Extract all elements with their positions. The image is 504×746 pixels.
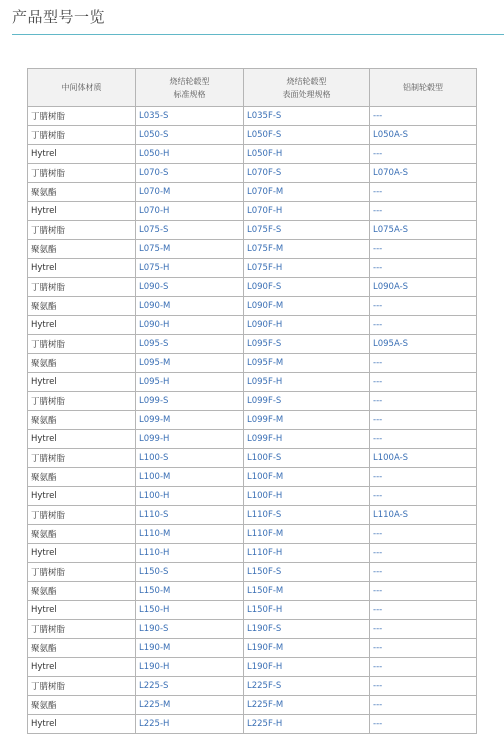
aluminum-model-cell: ---: [370, 544, 477, 563]
material-cell: 聚氨酯: [28, 183, 136, 202]
standard-model-link[interactable]: L225-M: [136, 696, 244, 715]
standard-model-link[interactable]: L070-M: [136, 183, 244, 202]
material-cell: 聚氨酯: [28, 468, 136, 487]
surface-model-link[interactable]: L099F-M: [244, 411, 370, 430]
aluminum-model-cell[interactable]: L070A-S: [370, 164, 477, 183]
aluminum-model-cell: ---: [370, 240, 477, 259]
table-header-row: [28, 69, 477, 107]
surface-model-link[interactable]: L095F-M: [244, 354, 370, 373]
table-row: [28, 582, 477, 601]
table-row: [28, 563, 477, 582]
material-cell: Hytrel: [28, 202, 136, 221]
standard-model-link[interactable]: L095-S: [136, 335, 244, 354]
aluminum-model-cell: ---: [370, 183, 477, 202]
table-row: [28, 601, 477, 620]
aluminum-model-cell: ---: [370, 145, 477, 164]
table-row: [28, 278, 477, 297]
table-row: [28, 126, 477, 145]
aluminum-model-cell[interactable]: L075A-S: [370, 221, 477, 240]
table-row: [28, 620, 477, 639]
header-sintered-surface: 烧结轮毂型 表面处理规格: [244, 69, 370, 107]
product-model-table: [27, 68, 477, 734]
aluminum-model-cell: ---: [370, 354, 477, 373]
standard-model-link[interactable]: L150-M: [136, 582, 244, 601]
material-cell: 聚氨酯: [28, 297, 136, 316]
material-cell: 聚氨酯: [28, 525, 136, 544]
table-row: [28, 468, 477, 487]
standard-model-link[interactable]: L100-H: [136, 487, 244, 506]
table-row: [28, 658, 477, 677]
surface-model-link[interactable]: L100F-M: [244, 468, 370, 487]
standard-model-link[interactable]: L075-H: [136, 259, 244, 278]
table-row: [28, 487, 477, 506]
surface-model-link[interactable]: L150F-S: [244, 563, 370, 582]
header-aluminum: 铝制轮毂型: [370, 69, 477, 107]
standard-model-link[interactable]: L099-H: [136, 430, 244, 449]
aluminum-model-cell: ---: [370, 525, 477, 544]
standard-model-link[interactable]: L035-S: [136, 107, 244, 126]
aluminum-model-cell[interactable]: L100A-S: [370, 449, 477, 468]
table-row: [28, 297, 477, 316]
surface-model-link[interactable]: L100F-H: [244, 487, 370, 506]
standard-model-link[interactable]: L110-S: [136, 506, 244, 525]
aluminum-model-cell: ---: [370, 430, 477, 449]
standard-model-link[interactable]: L110-H: [136, 544, 244, 563]
surface-model-link[interactable]: L099F-S: [244, 392, 370, 411]
material-cell: Hytrel: [28, 487, 136, 506]
table-row: [28, 525, 477, 544]
aluminum-model-cell: ---: [370, 392, 477, 411]
surface-model-link[interactable]: L150F-H: [244, 601, 370, 620]
standard-model-link[interactable]: L150-H: [136, 601, 244, 620]
table-row: [28, 392, 477, 411]
table-row: [28, 202, 477, 221]
table-row: [28, 696, 477, 715]
material-cell: Hytrel: [28, 601, 136, 620]
surface-model-link[interactable]: L050F-H: [244, 145, 370, 164]
surface-model-link[interactable]: L090F-M: [244, 297, 370, 316]
surface-model-link[interactable]: L090F-H: [244, 316, 370, 335]
aluminum-model-cell: ---: [370, 373, 477, 392]
surface-model-link[interactable]: L075F-S: [244, 221, 370, 240]
surface-model-link[interactable]: L070F-H: [244, 202, 370, 221]
standard-model-link[interactable]: L190-S: [136, 620, 244, 639]
table-row: [28, 335, 477, 354]
standard-model-link[interactable]: L090-M: [136, 297, 244, 316]
material-cell: 聚氨酯: [28, 639, 136, 658]
surface-model-link[interactable]: L075F-M: [244, 240, 370, 259]
table-row: [28, 677, 477, 696]
standard-model-link[interactable]: L099-S: [136, 392, 244, 411]
standard-model-link[interactable]: L075-M: [136, 240, 244, 259]
aluminum-model-cell[interactable]: L110A-S: [370, 506, 477, 525]
table-row: [28, 145, 477, 164]
page-title: 产品型号一览: [12, 8, 106, 26]
material-cell: 丁腈树脂: [28, 107, 136, 126]
table-row: [28, 639, 477, 658]
table-row: [28, 221, 477, 240]
aluminum-model-cell: ---: [370, 297, 477, 316]
material-cell: Hytrel: [28, 544, 136, 563]
standard-model-link[interactable]: L100-S: [136, 449, 244, 468]
table-row: [28, 259, 477, 278]
standard-model-link[interactable]: L070-H: [136, 202, 244, 221]
material-cell: Hytrel: [28, 145, 136, 164]
material-cell: 丁腈树脂: [28, 620, 136, 639]
aluminum-model-cell: ---: [370, 658, 477, 677]
aluminum-model-cell[interactable]: L095A-S: [370, 335, 477, 354]
aluminum-model-cell: ---: [370, 259, 477, 278]
surface-model-link[interactable]: L070F-M: [244, 183, 370, 202]
table-row: [28, 240, 477, 259]
material-cell: Hytrel: [28, 430, 136, 449]
standard-model-link[interactable]: L095-H: [136, 373, 244, 392]
aluminum-model-cell[interactable]: L090A-S: [370, 278, 477, 297]
surface-model-link[interactable]: L099F-H: [244, 430, 370, 449]
material-cell: 丁腈树脂: [28, 221, 136, 240]
table-row: [28, 107, 477, 126]
table-row: [28, 411, 477, 430]
aluminum-model-cell: ---: [370, 316, 477, 335]
material-cell: 丁腈树脂: [28, 164, 136, 183]
standard-model-link[interactable]: L090-H: [136, 316, 244, 335]
standard-model-link[interactable]: L099-M: [136, 411, 244, 430]
aluminum-model-cell: ---: [370, 411, 477, 430]
table-row: [28, 449, 477, 468]
material-cell: Hytrel: [28, 373, 136, 392]
surface-model-link[interactable]: L225F-H: [244, 715, 370, 734]
material-cell: 丁腈树脂: [28, 506, 136, 525]
standard-model-link[interactable]: L190-M: [136, 639, 244, 658]
standard-model-link[interactable]: L050-S: [136, 126, 244, 145]
surface-model-link[interactable]: L225F-S: [244, 677, 370, 696]
material-cell: 丁腈树脂: [28, 677, 136, 696]
surface-model-link[interactable]: L090F-S: [244, 278, 370, 297]
title-divider: [12, 34, 504, 35]
aluminum-model-cell: ---: [370, 468, 477, 487]
table-row: [28, 164, 477, 183]
aluminum-model-cell: ---: [370, 715, 477, 734]
aluminum-model-cell: ---: [370, 696, 477, 715]
surface-model-link[interactable]: L110F-M: [244, 525, 370, 544]
material-cell: 聚氨酯: [28, 582, 136, 601]
surface-model-link[interactable]: L190F-H: [244, 658, 370, 677]
material-cell: Hytrel: [28, 316, 136, 335]
table-row: [28, 506, 477, 525]
surface-model-link[interactable]: L190F-M: [244, 639, 370, 658]
aluminum-model-cell: ---: [370, 677, 477, 696]
material-cell: Hytrel: [28, 715, 136, 734]
surface-model-link[interactable]: L050F-S: [244, 126, 370, 145]
table-row: [28, 316, 477, 335]
material-cell: 丁腈树脂: [28, 278, 136, 297]
header-material: 中间体材质: [28, 69, 136, 107]
aluminum-model-cell[interactable]: L050A-S: [370, 126, 477, 145]
aluminum-model-cell: ---: [370, 563, 477, 582]
table-row: [28, 183, 477, 202]
material-cell: 丁腈树脂: [28, 449, 136, 468]
material-cell: 丁腈树脂: [28, 392, 136, 411]
table-row: [28, 715, 477, 734]
standard-model-link[interactable]: L050-H: [136, 145, 244, 164]
standard-model-link[interactable]: L100-M: [136, 468, 244, 487]
surface-model-link[interactable]: L190F-S: [244, 620, 370, 639]
aluminum-model-cell: ---: [370, 107, 477, 126]
standard-model-link[interactable]: L070-S: [136, 164, 244, 183]
aluminum-model-cell: ---: [370, 639, 477, 658]
surface-model-link[interactable]: L095F-S: [244, 335, 370, 354]
material-cell: 聚氨酯: [28, 411, 136, 430]
standard-model-link[interactable]: L090-S: [136, 278, 244, 297]
surface-model-link[interactable]: L110F-S: [244, 506, 370, 525]
material-cell: 丁腈树脂: [28, 126, 136, 145]
aluminum-model-cell: ---: [370, 487, 477, 506]
table-row: [28, 354, 477, 373]
aluminum-model-cell: ---: [370, 601, 477, 620]
surface-model-link[interactable]: L100F-S: [244, 449, 370, 468]
surface-model-link[interactable]: L150F-M: [244, 582, 370, 601]
aluminum-model-cell: ---: [370, 202, 477, 221]
material-cell: 聚氨酯: [28, 240, 136, 259]
standard-model-link[interactable]: L110-M: [136, 525, 244, 544]
surface-model-link[interactable]: L070F-S: [244, 164, 370, 183]
surface-model-link[interactable]: L095F-H: [244, 373, 370, 392]
surface-model-link[interactable]: L225F-M: [244, 696, 370, 715]
material-cell: Hytrel: [28, 259, 136, 278]
standard-model-link[interactable]: L225-S: [136, 677, 244, 696]
standard-model-link[interactable]: L150-S: [136, 563, 244, 582]
surface-model-link[interactable]: L035F-S: [244, 107, 370, 126]
aluminum-model-cell: ---: [370, 620, 477, 639]
material-cell: 聚氨酯: [28, 696, 136, 715]
table-row: [28, 373, 477, 392]
material-cell: 丁腈树脂: [28, 563, 136, 582]
standard-model-link[interactable]: L075-S: [136, 221, 244, 240]
header-sintered-standard: 烧结轮毂型 标准规格: [136, 69, 244, 107]
material-cell: Hytrel: [28, 658, 136, 677]
surface-model-link[interactable]: L075F-H: [244, 259, 370, 278]
material-cell: 聚氨酯: [28, 354, 136, 373]
table-row: [28, 430, 477, 449]
table-row: [28, 544, 477, 563]
standard-model-link[interactable]: L225-H: [136, 715, 244, 734]
standard-model-link[interactable]: L190-H: [136, 658, 244, 677]
standard-model-link[interactable]: L095-M: [136, 354, 244, 373]
surface-model-link[interactable]: L110F-H: [244, 544, 370, 563]
material-cell: 丁腈树脂: [28, 335, 136, 354]
aluminum-model-cell: ---: [370, 582, 477, 601]
